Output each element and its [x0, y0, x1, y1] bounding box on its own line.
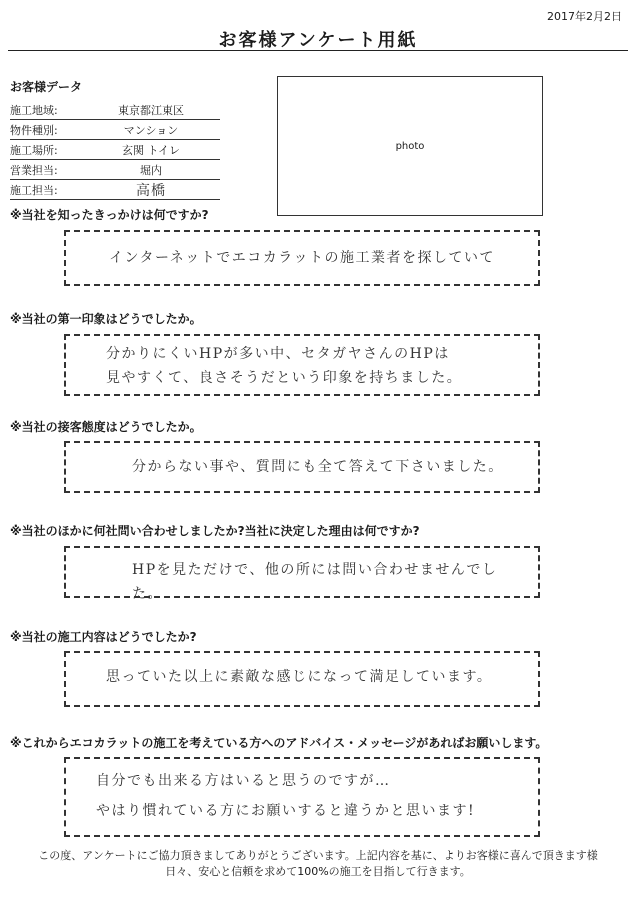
photo-placeholder [277, 76, 543, 216]
row-area [10, 100, 220, 120]
row-property-type [10, 120, 220, 140]
question-2: ※当社の第一印象はどうでしたか。 [10, 312, 202, 326]
answer-box-3 [64, 441, 540, 493]
photo-label: photo [395, 140, 425, 152]
row-location [10, 140, 220, 160]
answer-line: 見やすくて、良さそうだという印象を持ちました。 [106, 370, 463, 386]
answer-box-2 [64, 334, 540, 396]
footer-line: 日々、安心と信頼を求めて100%の施工を目指して行きます。 [165, 865, 471, 878]
row-label: 施工地域: [10, 103, 58, 117]
row-value: マンション [123, 123, 179, 137]
customer-data-table [10, 100, 220, 200]
page-title: お客様アンケート用紙 [218, 30, 418, 51]
row-value: 堀内 [140, 163, 162, 177]
answer-line: インターネットでエコカラットの施工業者を探していて [109, 250, 495, 266]
row-sales-rep [10, 160, 220, 180]
answer-line: やはり慣れている方にお願いすると違うかと思います! [96, 803, 476, 819]
row-label: 物件種別: [10, 123, 58, 137]
question-5: ※当社の施工内容はどうでしたか? [10, 630, 197, 644]
answer-box-5 [64, 651, 540, 707]
footer-message [0, 848, 636, 880]
row-value: 玄関 トイレ [122, 143, 180, 157]
question-1: ※当社を知ったきっかけは何ですか? [10, 208, 209, 222]
answer-line: 分かりにくいHPが多い中、セタガヤさんのHPは [106, 346, 450, 362]
question-6: ※これからエコカラットの施工を考えている方へのアドバイス・メッセージがあればお願いします。 [10, 736, 548, 750]
answer-line: 分からない事や、質問にも全て答えて下さいました。 [132, 459, 504, 475]
survey-date: 2017年2月2日 [547, 10, 622, 23]
row-value: 高橋 [136, 182, 166, 199]
customer-data-heading: お客様データ [10, 80, 83, 94]
answer-line: 思っていた以上に素敵な感じになって満足しています。 [106, 669, 493, 685]
title-divider [8, 50, 628, 51]
row-label: 営業担当: [10, 163, 58, 177]
question-4: ※当社のほかに何社問い合わせしましたか?当社に決定した理由は何ですか? [10, 524, 420, 538]
question-3: ※当社の接客態度はどうでしたか。 [10, 420, 202, 434]
answer-box-1 [64, 230, 540, 286]
answer-line: HPを見ただけで、他の所には問い合わせませんでした。 [132, 562, 498, 602]
row-label: 施工場所: [10, 143, 58, 157]
row-value: 東京都江東区 [118, 103, 184, 117]
answer-box-4 [64, 546, 540, 602]
row-installer [10, 180, 220, 200]
answer-line: 自分でも出来る方はいると思うのですが… [96, 773, 391, 789]
footer-line: この度、アンケートにご協力頂きましてありがとうございます。上記内容を基に、よりお客様に喜んで頂きます様 [38, 849, 598, 862]
answer-box-6 [64, 757, 540, 837]
row-label: 施工担当: [10, 183, 58, 197]
